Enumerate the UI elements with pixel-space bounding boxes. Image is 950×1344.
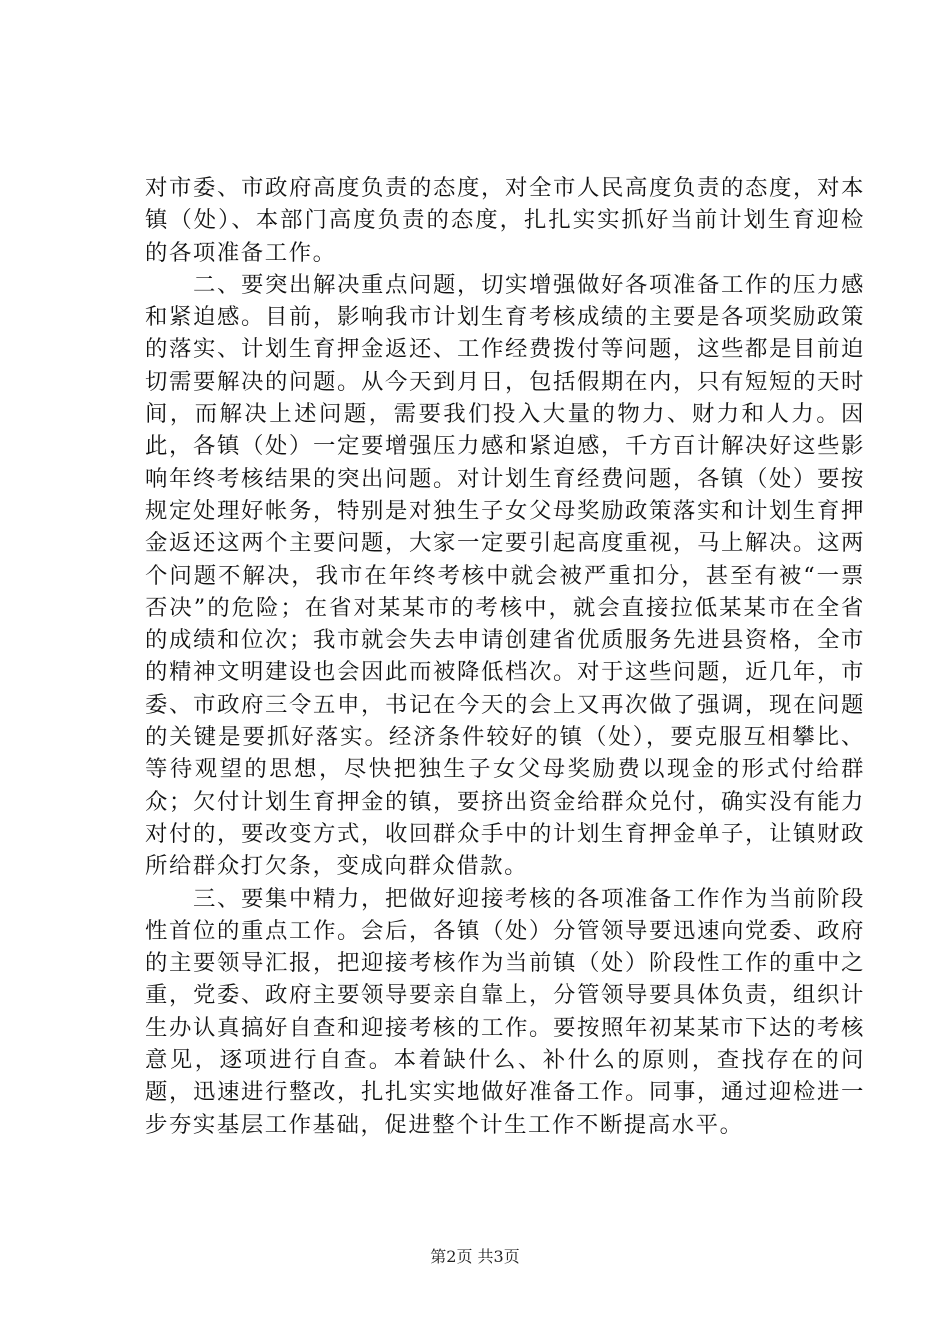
paragraph-3: 三、要集中精力，把做好迎接考核的各项准备工作作为当前阶段性首位的重点工作。会后，各镇（处）分管领导要迅速向党委、政府的主要领导汇报，把迎接考核作为当前镇（处）阶段性工作的重中之重，党委、政府主要领导要亲自靠上，分管领导要具体负责，组织计生办认真搞好自查和迎接考核的工作。要按照年初某某市下达的考核意见，逐项进行自查。本着缺什么、补什么的原则，查找存在的问题，迅速进行整改，扎扎实实地做好准备工作。同事，通过迎检进一步夯实基层工作基础，促进整个计生工作不断提高水平。 xyxy=(145,885,865,1138)
page-footer xyxy=(0,1244,950,1267)
document-body xyxy=(145,172,865,1141)
paragraph-2: 二、要突出解决重点问题，切实增强做好各项准备工作的压力感和紧迫感。目前，影响我市计划生育考核成绩的主要是各项奖励政策的落实、计划生育押金返还、工作经费拨付等问题，这些都是目前迫切需要解决的问题。从今天到月日，包括假期在内，只有短短的天时间，而解决上述问题，需要我们投入大量的物力、财力和人力。因此，各镇（处）一定要增强压力感和紧迫感，千方百计解决好这些影响年终考核结果的突出问题。对计划生育经费问题，各镇（处）要按规定处理好帐务，特别是对独生子女父母奖励政策落实和计划生育押金返还这两个主要问题，大家一定要引起高度重视，马上解决。这两个问题不解决，我市在年终考核中就会被严重扣分，甚至有被“一票否决”的危险；在省对某某市的考核中，就会直接拉低某某市在全省的成绩和位次；我市就会失去申请创建省优质服务先进县资格，全市的精神文明建设也会因此而被降低档次。对于这些问题，近几年，市委、市政府三令五申，书记在今天的会上又再次做了强调，现在问题的关键是要抓好落实。经济条件较好的镇（处），要克服互相攀比、等待观望的思想，尽快把独生子女父母奖励费以现金的形式付给群众；欠付计划生育押金的镇，要挤出资金给群众兑付，确实没有能力对付的，要改变方式，收回群众手中的计划生育押金单子，让镇财政所给群众打欠条，变成向群众借款。 xyxy=(145,271,865,880)
paragraph-1: 对市委、市政府高度负责的态度，对全市人民高度负责的态度，对本镇（处）、本部门高度负责的态度，扎扎实实抓好当前计划生育迎检的各项准备工作。 xyxy=(145,175,865,266)
page-number: 第2页 共3页 xyxy=(430,1247,520,1266)
